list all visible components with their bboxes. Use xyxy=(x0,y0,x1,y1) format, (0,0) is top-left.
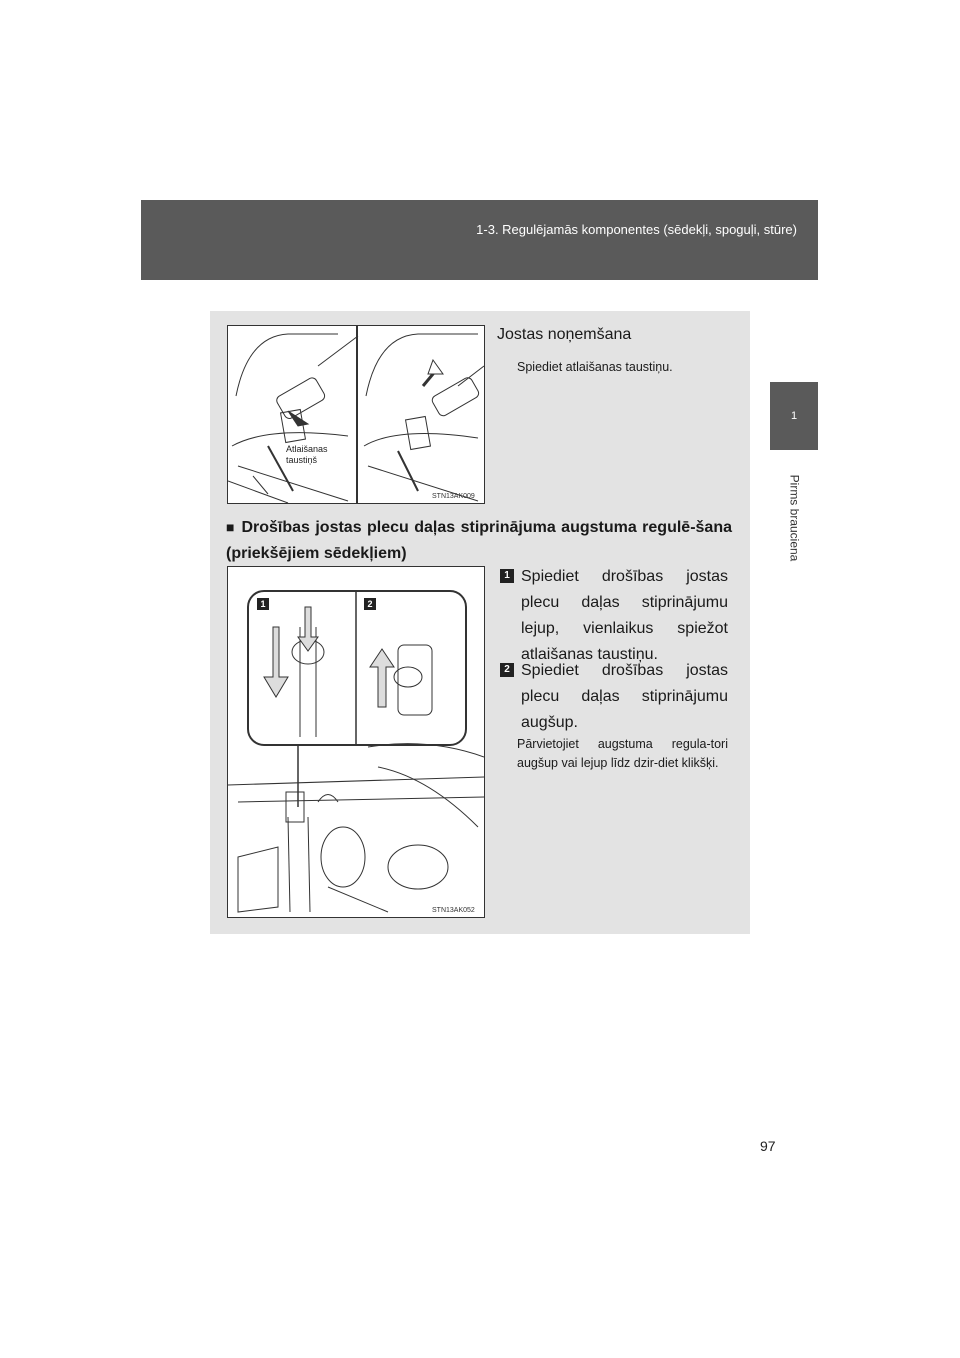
shoulder-anchor-illustration xyxy=(228,567,484,917)
step-number-badge: 1 xyxy=(500,569,514,583)
step-2 xyxy=(500,658,728,736)
seatbelt-release-illustration xyxy=(228,326,484,503)
seatbelt-release-figure xyxy=(227,325,485,504)
page-number: 97 xyxy=(760,1138,776,1154)
figure-step-1-badge: 1 xyxy=(257,598,269,610)
step-text: Spiediet drošības jostas plecu daļas stiprinājumu lejup, vienlaikus spiežot atlaišanas taustiņu. xyxy=(521,568,728,663)
adjust-note: Pārvietojiet augstuma regula-tori augšup vai lejup līdz dzir-diet klikšķi. xyxy=(517,737,728,770)
header-band xyxy=(141,200,818,280)
release-button-callout xyxy=(286,444,328,466)
height-adjust-heading-text: Drošības jostas plecu daļas stiprinājuma augstuma regulē-šana (priekšējiem sēdekļiem) xyxy=(226,519,732,562)
step-number-badge: 2 xyxy=(500,663,514,677)
release-button-callout-text: Atlaišanas taustiņš xyxy=(286,444,328,465)
height-adjust-heading xyxy=(226,514,732,567)
chapter-label-text: Pirms brauciena xyxy=(787,474,802,562)
step-text: Spiediet drošības jostas plecu daļas stiprinājumu augšup. xyxy=(521,662,728,731)
remove-belt-heading: Jostas noņemšana xyxy=(497,326,632,343)
figure-code: STN13AK052 xyxy=(432,907,475,914)
figure-step-2-badge: 2 xyxy=(364,598,376,610)
remove-belt-text: Spiediet atlaišanas taustiņu. xyxy=(517,360,673,374)
bullet-square-icon: ■ xyxy=(226,519,236,535)
step-1 xyxy=(500,564,728,668)
figure-code: STN13AK009 xyxy=(432,493,475,500)
chapter-tab: 1 xyxy=(770,382,818,450)
shoulder-anchor-figure xyxy=(227,566,485,918)
section-header-title: 1-3. Regulējamās komponentes (sēdekļi, spoguļi, stūre) xyxy=(476,222,797,237)
chapter-label xyxy=(770,458,818,578)
